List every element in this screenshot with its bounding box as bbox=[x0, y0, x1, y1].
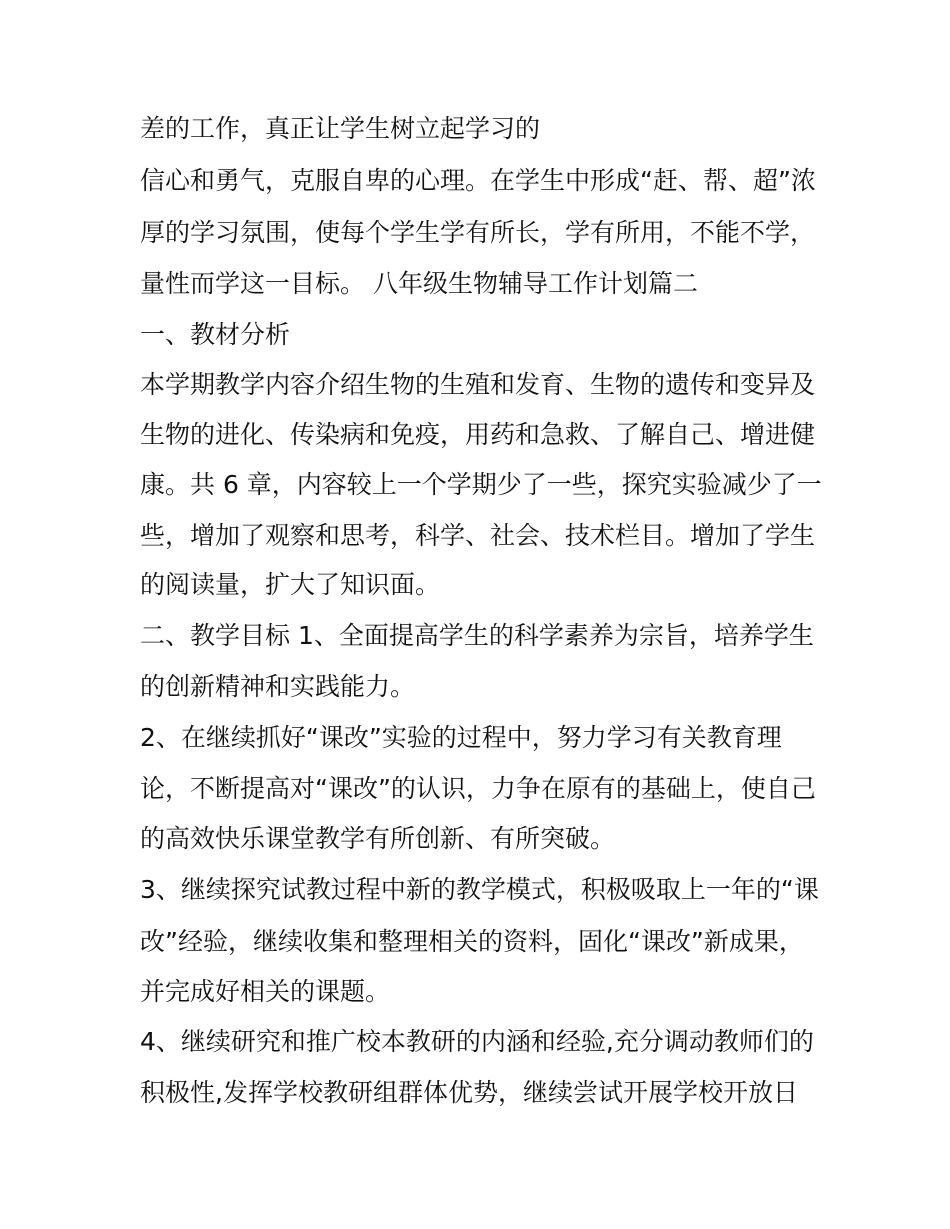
text-line-18: 并完成好相关的课题。 bbox=[140, 977, 391, 1006]
text-line-14: 论，不断提高对“课改”的认识，力争在原有的基础上，使自己 bbox=[140, 774, 816, 803]
text-line-6: 本学期教学内容介绍生物的生殖和发育、生物的遗传和变异及 bbox=[140, 370, 816, 399]
text-line-1: 差的工作，真正让学生树立起学习的 bbox=[140, 114, 541, 143]
text-line-16: 3、继续探究试教过程中新的教学模式，积极吸取上一年的“课 bbox=[140, 875, 819, 904]
text-line-11: 二、教学目标 1、全面提高学生的科学素养为宗旨，培养学生 bbox=[140, 621, 814, 650]
text-line-12: 的创新精神和实践能力。 bbox=[140, 672, 416, 701]
text-line-15: 的高效快乐课堂教学有所创新、有所突破。 bbox=[140, 824, 616, 853]
text-line-8: 康。共 6 章，内容较上一个学期少了一些，探究实验减少了一 bbox=[140, 470, 822, 499]
text-line-4: 量性而学这一目标。 八年级生物辅导工作计划篇二 bbox=[140, 269, 698, 298]
text-line-17: 改”经验，继续收集和整理相关的资料，固化“课改”新成果， bbox=[140, 927, 804, 956]
text-line-2: 信心和勇气，克服自卑的心理。在学生中形成“赶、帮、超”浓 bbox=[140, 166, 816, 195]
text-line-5: 一、教材分析 bbox=[140, 320, 291, 349]
text-line-9: 些，增加了观察和思考，科学、社会、技术栏目。增加了学生 bbox=[140, 521, 816, 550]
text-line-20: 积极性,发挥学校教研组群体优势，继续尝试开展学校开放日 bbox=[140, 1078, 798, 1107]
text-line-13: 2、在继续抓好“课改”实验的过程中，努力学习有关教育理 bbox=[140, 723, 782, 752]
text-line-7: 生物的进化、传染病和免疫，用药和急救、了解自己、增进健 bbox=[140, 420, 816, 449]
text-line-19: 4、继续研究和推广校本教研的内涵和经验,充分调动教师们的 bbox=[140, 1027, 814, 1056]
text-line-3: 厚的学习氛围，使每个学生学有所长，学有所用，不能不学， bbox=[140, 218, 816, 247]
text-line-10: 的阅读量，扩大了知识面。 bbox=[140, 570, 441, 599]
